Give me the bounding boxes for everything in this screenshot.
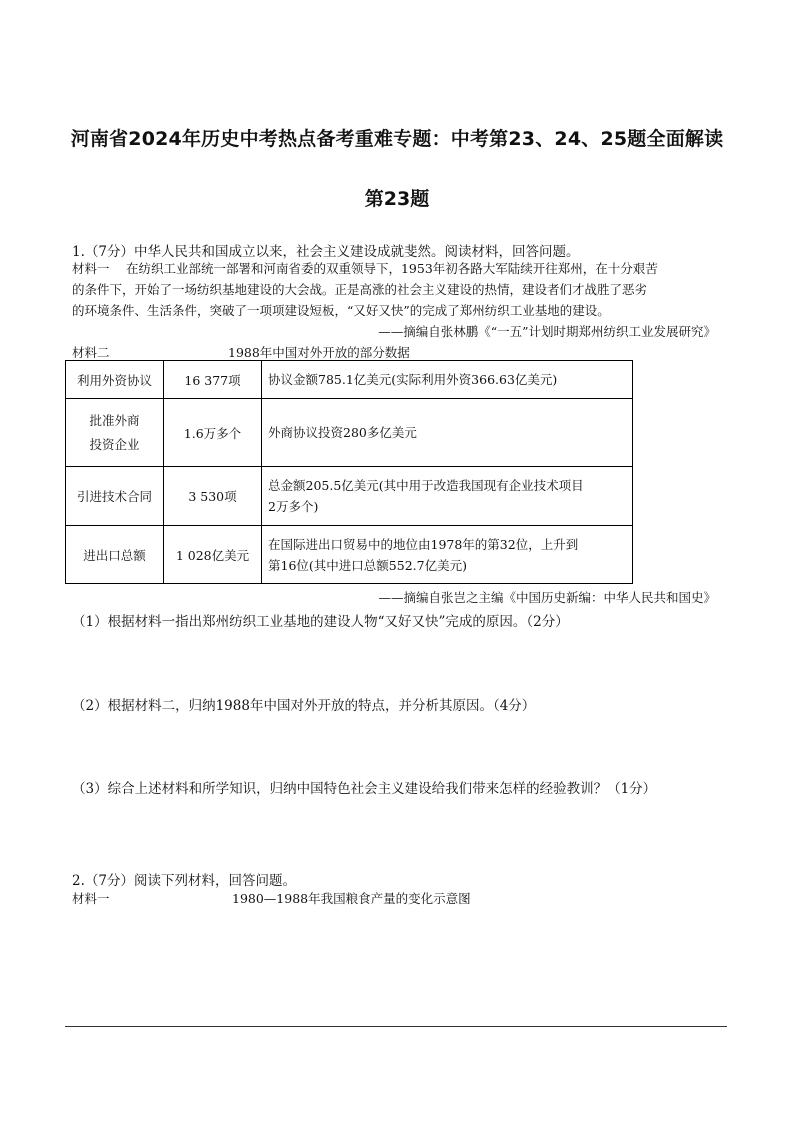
document-title: 河南省2024年历史中考热点备考重难专题：中考第23、24、25题全面解读 <box>70 128 724 150</box>
table-cell: 引进技术合同 <box>66 467 164 526</box>
table-cell-line: 批准外商 <box>89 412 140 428</box>
material-line: 的环境条件、生活条件，突破了一项项建设短板，“又好又快”的完成了郑州纺织工业基地的建设。 <box>72 303 610 318</box>
table-cell: 外商协议投资280多亿美元 <box>262 399 633 467</box>
table-cell <box>66 399 164 467</box>
page-divider <box>65 1026 727 1027</box>
table-cell <box>262 467 633 526</box>
table-cell: 16 377项 <box>164 361 262 399</box>
material-line: 的条件下，开始了一场纺织基地建设的大会战。正是高涨的社会主义建设的热情，建设者们才战胜了恶劣 <box>72 282 648 297</box>
q1-material-2-label: 材料二 <box>72 345 110 360</box>
table-row <box>66 526 633 584</box>
question-1-stem: 1.（7分）中华人民共和国成立以来，社会主义建设成就斐然。阅读材料，回答问题。 <box>72 244 580 260</box>
q1-subquestion-1: （1）根据材料一指出郑州纺织工业基地的建设人物“又好又快”完成的原因。（2分） <box>72 614 569 630</box>
q2-material-1-caption: 1980—1988年我国粮食产量的变化示意图 <box>232 891 471 906</box>
table-cell: 1.6万多个 <box>164 399 262 467</box>
material-line: 材料一 在纺织工业部统一部署和河南省委的双重领导下，1953年初各路大军陆续开往郑州，在十分艰苦 <box>72 261 658 276</box>
table-cell-line: 第16位(其中进口总额552.7亿美元) <box>268 557 467 573</box>
table-cell: 3 530项 <box>164 467 262 526</box>
q1-material-2-source: ——摘编自张岂之主编《中国历史新编：中华人民共和国史》 <box>378 590 716 605</box>
table-cell <box>262 526 633 584</box>
question-2-stem: 2.（7分）阅读下列材料，回答问题。 <box>72 873 296 889</box>
q1-material-1-source: ——摘编自张林鹏《“一五”计划时期郑州纺织工业发展研究》 <box>378 324 716 339</box>
table-cell-line: 在国际进出口贸易中的地位由1978年的第32位，上升到 <box>268 536 579 552</box>
table-row <box>66 361 633 399</box>
q1-subquestion-3: （3）综合上述材料和所学知识，归纳中国特色社会主义建设给我们带来怎样的经验教训？（1分） <box>72 781 657 797</box>
table-cell-line: 2万多个) <box>268 499 319 514</box>
open-policy-table <box>65 360 633 584</box>
q1-material-2-caption: 1988年中国对外开放的部分数据 <box>228 345 410 360</box>
table-cell: 协议金额785.1亿美元(实际利用外资366.63亿美元) <box>262 361 633 399</box>
q1-subquestion-2: （2）根据材料二，归纳1988年中国对外开放的特点，并分析其原因。（4分） <box>72 698 536 714</box>
table-row <box>66 399 633 467</box>
table-cell: 利用外资协议 <box>66 361 164 399</box>
table-cell: 进出口总额 <box>66 526 164 584</box>
q2-material-1-label: 材料一 <box>72 891 110 906</box>
table-cell-line: 投资企业 <box>89 436 140 452</box>
table-cell-line: 总金额205.5亿美元(其中用于改造我国现有企业技术项目 <box>268 478 584 493</box>
section-title: 第23题 <box>364 188 430 210</box>
q1-material-1 <box>72 258 658 321</box>
table-row <box>66 467 633 526</box>
table-cell: 1 028亿美元 <box>164 526 262 584</box>
